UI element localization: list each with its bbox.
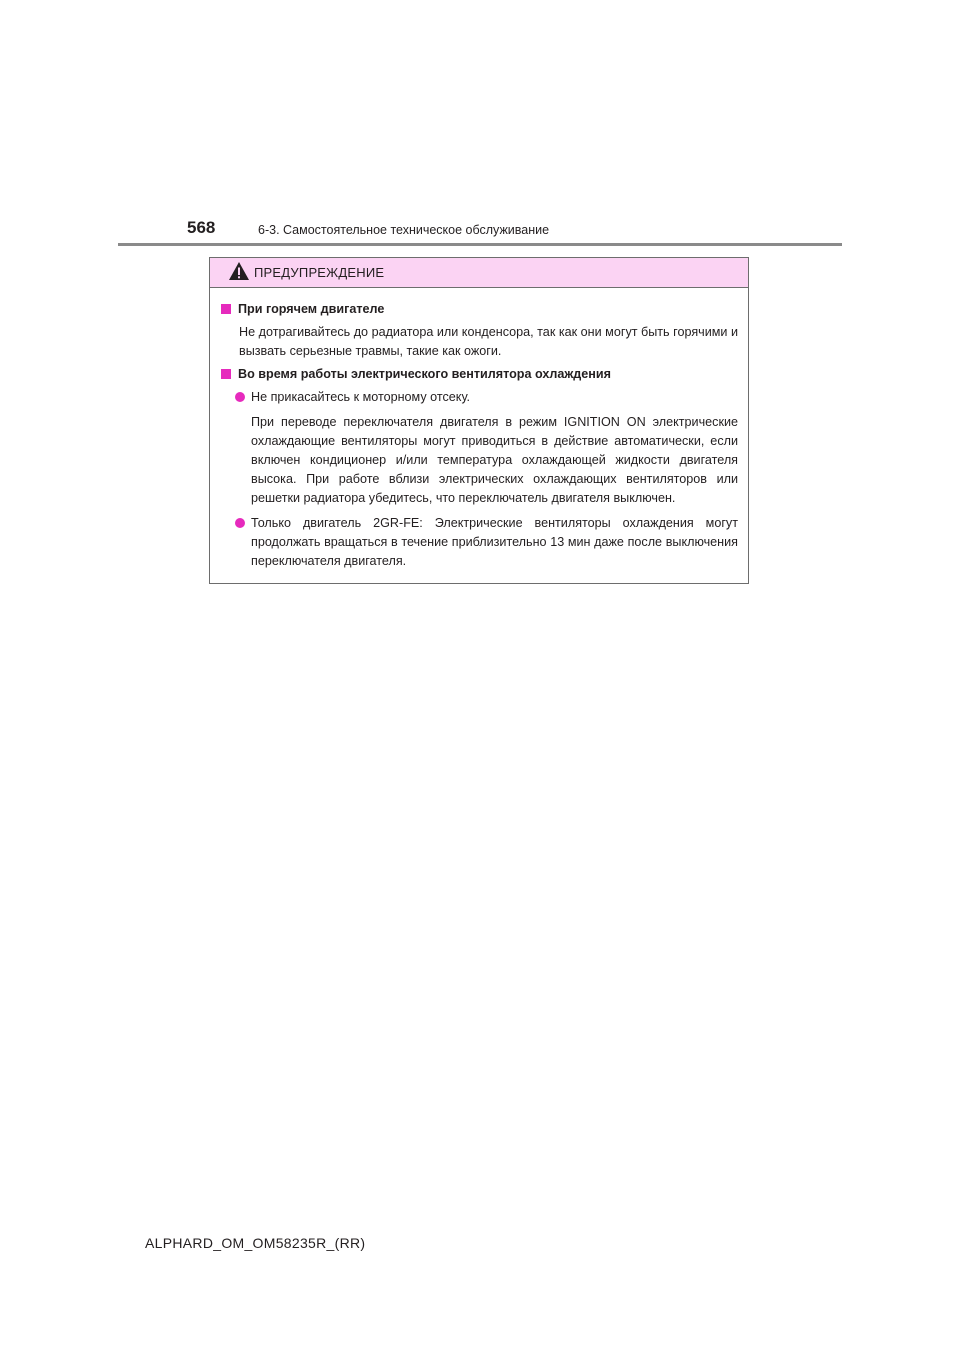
section-heading-text: При горячем двигателе bbox=[238, 302, 385, 316]
circle-bullet-icon bbox=[235, 518, 245, 528]
circle-bullet-icon bbox=[235, 392, 245, 402]
section-heading-hot-engine bbox=[220, 300, 738, 319]
square-bullet-icon bbox=[221, 369, 231, 379]
section-heading-text: Во время работы электрического вентилятора охлаждения bbox=[238, 367, 611, 381]
bullet-item bbox=[220, 514, 738, 571]
section-title: 6-3. Самостоятельное техническое обслуживание bbox=[258, 223, 550, 237]
warning-body bbox=[210, 288, 748, 571]
section-heading-cooling-fan bbox=[220, 365, 738, 384]
square-bullet-icon bbox=[221, 304, 231, 314]
page-number: 568 bbox=[187, 218, 216, 237]
bullet-text: Только двигатель 2GR-FE: Электрические вентиляторы охлаждения могут продолжать вращаться в течение приблизительно 13 мин даже после выключения переключателя двигателя. bbox=[251, 516, 738, 568]
warning-title: ПРЕДУПРЕЖДЕНИЕ bbox=[254, 265, 385, 280]
bullet-paragraph: При переводе переключателя двигателя в режим IGNITION ON электрические охлаждающие вентиляторы могут приводиться в действие автоматически, если включен кондиционер и/или температура охлаждающей жидкости двигателя высока. При работе вблизи электрических охлаждающих вентиляторов или решетки радиатора убедитесь, что переключатель двигателя выключен. bbox=[251, 415, 738, 505]
header-divider bbox=[118, 243, 842, 246]
bullet-text: Не прикасайтесь к моторному отсеку. bbox=[251, 390, 470, 404]
paragraph-hot-engine: Не дотрагивайтесь до радиатора или конденсора, так как они могут быть горячими и вызвать серьезные травмы, такие как ожоги. bbox=[239, 325, 738, 358]
bullet-item bbox=[220, 388, 738, 407]
warning-triangle-icon bbox=[228, 261, 250, 281]
footer-document-code: ALPHARD_OM_OM58235R_(RR) bbox=[145, 1235, 366, 1251]
warning-box bbox=[209, 257, 749, 584]
warning-header bbox=[210, 258, 748, 288]
